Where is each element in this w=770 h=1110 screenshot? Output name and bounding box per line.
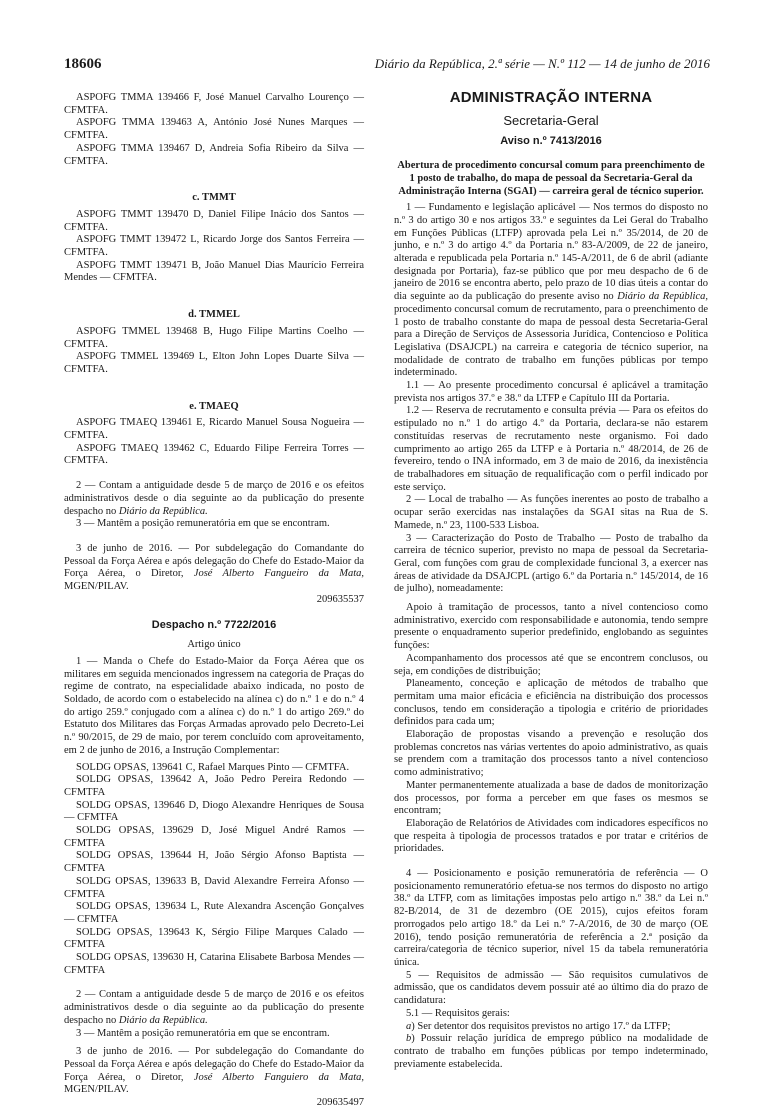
paragraph: b) Possuir relação jurídica de emprego público na modalidade de contrato de trabalho em funções públicas por tempo indeterminado, previamente estabelecida. xyxy=(394,1033,708,1070)
paragraph: 1.2 — Reserva de recrutamento e consulta prévia — Para os efeitos do estipulado no n.º 1 do artigo 4.º da Portaria, declara-se não estarem constituídas reservas de recrutamento neste organismo. Foi dado cumprimento ao artigo 265 da LTFP e à Portaria n.º 48/2014, de 26 de fevereiro, tendo o INA informado, em 3 de maio de 2016, da inexistência de trabalhadores em situação de requalificação com o perfil indicado por este serviço. xyxy=(394,405,708,493)
list-item: ASPOFG TMMA 139463 A, António José Nunes Marques — CFMTFA. xyxy=(64,117,364,142)
paragraph: 4 — Posicionamento e posição remuneratória de referência — O posicionamento remuneratório efetua-se nos termos do disposto no artigo 38.º da LTFP, com as limitações impostas pelo artigo n.º 38.º da Lei n.º 82-B/2014, de 31 de dezembro (OE 2015), cujos efeitos foram prorrogados pelo artigo 18.º da Lei n.º 7-A/2016, de 30 de março (OE 2016), tendo posição remuneratória de referência a 2.ª posição da carreira/categoria de técnico superior, nível 15 da tabela remuneratória única. xyxy=(394,868,708,968)
list-item: SOLDG OPSAS, 139629 D, José Miguel André Ramos — CFMTFA xyxy=(64,825,364,849)
right-column xyxy=(394,89,708,1071)
despacho-title: Despacho n.º 7722/2016 xyxy=(151,618,277,631)
section-heading-d: d. TMMEL xyxy=(188,309,240,321)
list-item: SOLDG OPSAS, 139643 K, Sérgio Filipe Marques Calado — CFMTFA xyxy=(64,926,364,951)
signature-block: 3 de junho de 2016. — Por subdelegação do Comandante do Pessoal da Força Aérea e após delegação do Chefe do Estado-Maior da Força Aérea, o Diretor, José Alberto Fangueiro da Mata, MGEN/PILAV. xyxy=(64,542,364,593)
left-column xyxy=(64,92,364,1110)
paragraph: 1 — Fundamento e legislação aplicável — Nos termos do disposto no n.º 3 do artigo 30 e nos artigos 33.º e seguintes da Lei Geral do Trabalho em Funções Públicas (LTFP) aprovada pela Lei n.º 35/2014, de 20 de junho, e n.º 3 do artigo 4.º da Portaria n.º 83-A/2009, de 22 de janeiro, alterada e republicada pela Portaria n.º 145-A/2011, de 6 de abril (adiante designada por Portaria), faz-se público que por meu despacho de 6 de janeiro de 2016 se encontra aberto, pelo prazo de 10 dias úteis a contar do dia seguinte ao da publicação do presente aviso no Diário da República, procedimento concursal comum de recrutamento, para o preenchimento de 1 posto de trabalho constante do mapa de pessoal desta Secretaria-Geral para a Direção de Serviços de Assessoria Jurídica, Contencioso e Política Legislativa (DSAJCPL) na carreira e categoria de técnico superior, na modalidade de contrato de trabalho em funções públicas por tempo indeterminado. xyxy=(394,202,708,379)
list-item: ASPOFG TMMA 139466 F, José Manuel Carvalho Lourenço — CFMTFA. xyxy=(64,92,364,116)
reference-number: 209635537 xyxy=(316,593,364,605)
paragraph: 2 — Contam a antiguidade desde 5 de março de 2016 e os efeitos administrativos desde o dia seguinte ao da publicação do presente despacho no Diário da República. xyxy=(64,480,364,517)
list-item: SOLDG OPSAS, 139646 D, Diogo Alexandre Henriques de Sousa — CFMTFA xyxy=(64,799,364,824)
page-header xyxy=(64,56,710,76)
list-item: Manter permanentemente atualizada a base de dados de monitorização dos processos, por forma a perceber em que fases os mesmos se encontram; xyxy=(394,779,708,817)
list-item: Apoio à tramitação de processos, tanto a nível contencioso como administrativo, exercido com responsabilidade e autonomia, tendo sempre presente o enquadramento superior predefinido, englobando as seguintes funções: xyxy=(394,602,708,652)
list-item: Elaboração de propostas visando a prevenção e resolução dos problemas concretos nas várias vertentes do apoio administrativo, as quais se prendem com a tramitação dos processos tanto a nível contencioso como administrativo; xyxy=(394,729,708,779)
list-item: ASPOFG TMAEQ 139461 E, Ricardo Manuel Sousa Nogueira — CFMTFA. xyxy=(64,417,364,442)
list-item: SOLDG OPSAS, 139644 H, João Sérgio Afonso Baptista — CFMTFA xyxy=(64,850,364,875)
paragraph: 5.1 — Requisitos gerais: xyxy=(406,1007,510,1019)
list-item: ASPOFG TMMEL 139468 B, Hugo Filipe Martins Coelho — CFMTFA. xyxy=(64,325,364,350)
paragraph: 2 — Contam a antiguidade desde 5 de março de 2016 e os efeitos administrativos desde o dia seguinte ao da publicação do presente despacho no Diário da República. xyxy=(64,989,364,1026)
list-item: SOLDG OPSAS, 139634 L, Rute Alexandra Ascenção Gonçalves — CFMTFA xyxy=(64,901,364,925)
aviso-title: Aviso n.º 7413/2016 xyxy=(500,135,602,148)
list-item: SOLDG OPSAS, 139642 A, João Pedro Pereira Redondo — CFMTFA xyxy=(64,774,364,798)
department-heading: Secretaria-Geral xyxy=(503,112,599,128)
aviso-subject: Abertura de procedimento concursal comum para preenchimento de 1 posto de trabalho, do mapa de pessoal da Secretaria-Geral da Administração Interna (SGAI) — carreira geral de técnico superior. xyxy=(397,160,705,197)
list-item: ASPOFG TMMT 139470 D, Daniel Filipe Inácio dos Santos — CFMTFA. xyxy=(64,208,364,233)
section-heading-c: c. TMMT xyxy=(192,192,236,204)
list-item: SOLDG OPSAS, 139630 H, Catarina Elisabete Barbosa Mendes — CFMTFA xyxy=(64,952,364,976)
section-heading-e: e. TMAEQ xyxy=(189,400,239,412)
paragraph: 3 — Mantêm a posição remuneratória em que se encontram. xyxy=(76,518,330,530)
paragraph: 3 — Caracterização do Posto de Trabalho — Posto de trabalho da carreira de técnico superior, previsto no mapa de pessoal da Secretaria-Geral, com funções com grau de complexidade funcional 3, a exercer nas áreas de atividade da DSAJCPL (artigo 6.º da Portaria n.º 145/2014, de 16 de julho), nomeadamente: xyxy=(394,532,708,595)
artigo-heading: Artigo único xyxy=(187,639,241,651)
reference-number: 209635497 xyxy=(316,1097,364,1109)
list-item: Acompanhamento dos processos até que se encontrem conclusos, ou seja, em condições de distribuição; xyxy=(394,652,708,677)
list-item: ASPOFG TMMT 139472 L, Ricardo Jorge dos Santos Ferreira — CFMTFA. xyxy=(64,234,364,259)
list-item: SOLDG OPSAS, 139633 B, David Alexandre Ferreira Afonso — CFMTFA xyxy=(64,875,364,900)
paragraph: 5 — Requisitos de admissão — São requisitos cumulativos de admissão, que os candidatos devem possuir até ao último dia do prazo de candidatura: xyxy=(394,969,708,1007)
list-item: ASPOFG TMMEL 139469 L, Elton John Lopes Duarte Silva — CFMTFA. xyxy=(64,351,364,375)
paragraph: a) Ser detentor dos requisitos previstos no artigo 17.º da LTFP; xyxy=(406,1020,671,1032)
paragraph: 1.1 — Ao presente procedimento concursal é aplicável a tramitação prevista nos artigos 37.º e 38.º da LTFP e Capítulo III da Portaria. xyxy=(394,380,708,404)
list-item: Planeamento, conceção e aplicação de métodos de trabalho que permitam uma maior eficácia e eficiência na distribuição dos processos conclusos, tendo em consideração a tipologia e critério de prioridades definidos para cada um; xyxy=(394,678,708,728)
paragraph: 2 — Local de trabalho — As funções inerentes ao posto de trabalho a ocupar serão exercidas nas instalações da SGAI sitas na Rua de S. Mamede, n.º 23, 1100-533 Lisboa. xyxy=(394,494,708,531)
journal-title: Diário da República, 2.ª série — N.º 112 — 14 de junho de 2016 xyxy=(374,56,710,71)
list-item: ASPOFG TMMT 139471 B, João Manuel Dias Maurício Ferreira Mendes — CFMTFA. xyxy=(64,259,364,284)
signature-block: 3 de junho de 2016. — Por subdelegação do Comandante do Pessoal da Força Aérea e após delegação do Chefe do Estado-Maior da Força Aérea, o Diretor, José Alberto Fanguiero da Mata, MGEN/PILAV. xyxy=(64,1046,364,1096)
list-item: ASPOFG TMAEQ 139462 C, Eduardo Filipe Ferreira Torres — CFMTFA. xyxy=(64,442,364,467)
paragraph: 1 — Manda o Chefe do Estado-Maior da Força Aérea que os militares em seguida mencionados ingressem na categoria de Praças do regime de contrato, na especialidade abaixo indicada, no posto de Soldado, de acordo com o estabelecido na alínea c) do n.º 1 e do n.º 4 do artigo 259.º conjugado com a alínea c) do n.º 1 do artigo 269.º do Estatuto dos Militares das Forças Armadas aprovado pelo Decreto-Lei n.º 90/2015, de 29 de maio, por terem concluído com aproveitamento, em 2 de junho de 2016, a Instrução Complementar: xyxy=(64,655,364,756)
page-number: 18606 xyxy=(64,56,102,72)
list-item: ASPOFG TMMA 139467 D, Andreia Sofia Ribeiro da Silva — CFMTFA. xyxy=(64,142,364,167)
paragraph: 3 — Mantêm a posição remuneratória em que se encontram. xyxy=(76,1027,330,1039)
list-item: SOLDG OPSAS, 139641 C, Rafael Marques Pinto — CFMTFA. xyxy=(76,761,350,773)
ministry-heading: ADMINISTRAÇÃO INTERNA xyxy=(449,89,653,106)
list-item: Elaboração de Relatórios de Atividades com indicadores específicos no que respeita à tipologia de processos tratados e por tratar e critérios de prioridades. xyxy=(394,817,708,855)
